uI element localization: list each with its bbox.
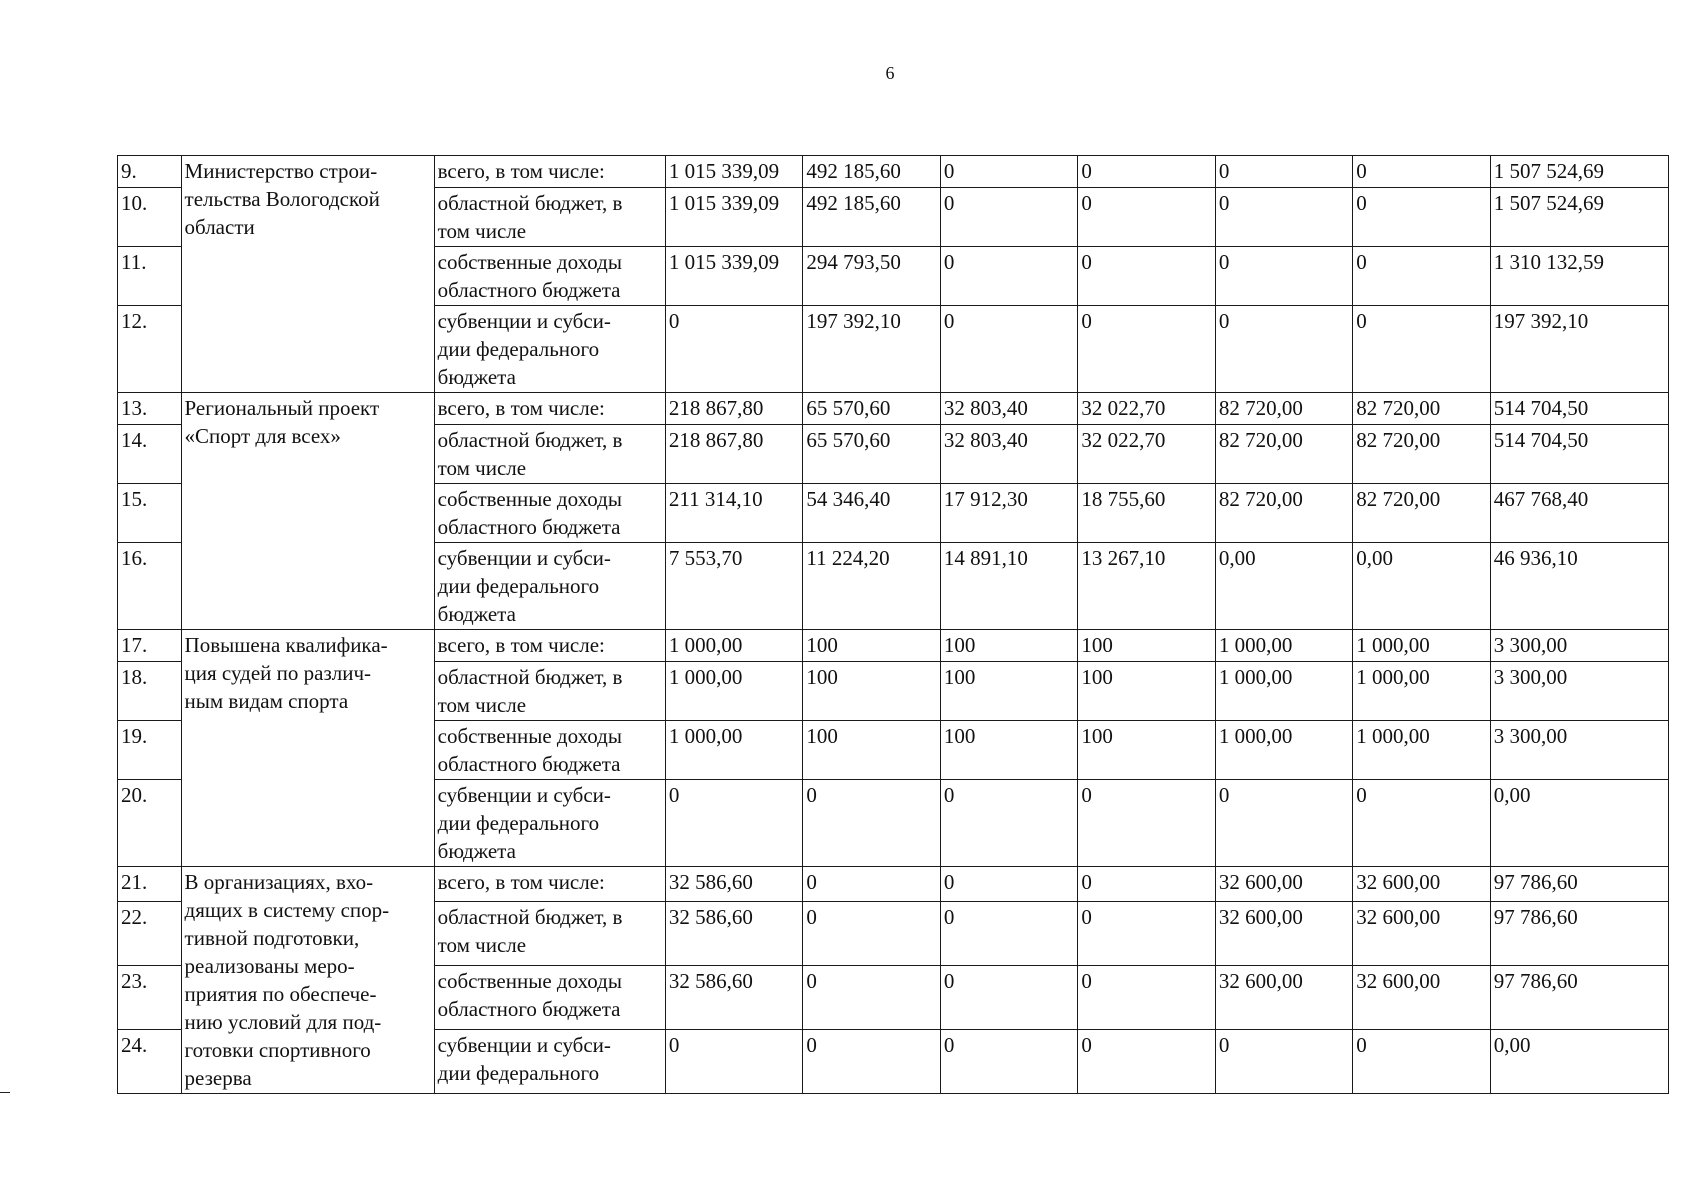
funding-source: субвенции и субси- дии федерального бюджета xyxy=(437,309,611,389)
amount-value: 82 720,00 xyxy=(1215,484,1352,543)
amount-value: 0 xyxy=(1215,1029,1352,1093)
amount-value: 0 xyxy=(940,156,1077,188)
funding-source-cell xyxy=(434,188,665,247)
amount-value: 1 015 339,09 xyxy=(665,188,802,247)
group-name: В организациях, вхо- дящих в систему спор- тивной подготовки, реализованы меро- приятия по обеспече- нию условий для под- готовки спортивного резерва xyxy=(184,870,390,1090)
funding-source-cell xyxy=(434,1029,665,1093)
funding-source: собственные доходы областного бюджета xyxy=(437,250,622,302)
amount-value: 492 185,60 xyxy=(803,156,940,188)
row-number: 21. xyxy=(118,867,182,902)
budget-table xyxy=(117,155,1669,1094)
amount-value: 32 022,70 xyxy=(1078,393,1215,425)
row-number: 15. xyxy=(118,484,182,543)
amount-value: 0 xyxy=(665,306,802,393)
total-value: 97 786,60 xyxy=(1490,965,1668,1029)
amount-value: 1 015 339,09 xyxy=(665,156,802,188)
funding-source: всего, в том числе: xyxy=(437,633,605,657)
amount-value: 32 803,40 xyxy=(940,393,1077,425)
amount-value: 0 xyxy=(803,867,940,902)
funding-source: субвенции и субси- дии федерального бюджета xyxy=(437,546,611,626)
row-number: 16. xyxy=(118,543,182,630)
total-value: 3 300,00 xyxy=(1490,721,1668,780)
amount-value: 0 xyxy=(1078,901,1215,965)
table-row xyxy=(118,630,1669,662)
amount-value: 0,00 xyxy=(1215,543,1352,630)
amount-value: 0 xyxy=(1353,1029,1490,1093)
amount-value: 0 xyxy=(1215,247,1352,306)
amount-value: 0 xyxy=(940,247,1077,306)
amount-value: 100 xyxy=(1078,662,1215,721)
total-value: 46 936,10 xyxy=(1490,543,1668,630)
funding-source: всего, в том числе: xyxy=(437,870,605,894)
amount-value: 0 xyxy=(940,965,1077,1029)
total-value: 3 300,00 xyxy=(1490,630,1668,662)
funding-source: субвенции и субси- дии федерального xyxy=(437,1032,611,1085)
amount-value: 1 000,00 xyxy=(1353,721,1490,780)
amount-value: 32 022,70 xyxy=(1078,425,1215,484)
amount-value: 0 xyxy=(1215,188,1352,247)
row-number: 24. xyxy=(118,1029,182,1093)
funding-source-cell xyxy=(434,156,665,188)
amount-value: 0 xyxy=(940,1029,1077,1093)
funding-source: всего, в том числе: xyxy=(437,396,605,420)
amount-value: 1 000,00 xyxy=(1353,630,1490,662)
funding-source: областной бюджет, в том числе xyxy=(437,904,623,957)
amount-value: 32 600,00 xyxy=(1353,901,1490,965)
table-row xyxy=(118,393,1669,425)
amount-value: 218 867,80 xyxy=(665,393,802,425)
amount-value: 82 720,00 xyxy=(1353,484,1490,543)
amount-value: 218 867,80 xyxy=(665,425,802,484)
amount-value: 0 xyxy=(1353,247,1490,306)
funding-source: областной бюджет, в том числе xyxy=(437,191,623,243)
amount-value: 32 600,00 xyxy=(1215,965,1352,1029)
amount-value: 0 xyxy=(940,306,1077,393)
amount-value: 0 xyxy=(665,780,802,867)
funding-source: областной бюджет, в том числе xyxy=(437,665,623,717)
group-name: Министерство строи- тельства Вологодской области xyxy=(184,159,380,239)
group-name-cell xyxy=(181,630,434,867)
amount-value: 0 xyxy=(940,901,1077,965)
margin-mark xyxy=(0,1092,10,1093)
amount-value: 0 xyxy=(1353,306,1490,393)
row-number: 14. xyxy=(118,425,182,484)
amount-value: 0 xyxy=(803,1029,940,1093)
amount-value: 18 755,60 xyxy=(1078,484,1215,543)
funding-source-cell xyxy=(434,393,665,425)
amount-value: 100 xyxy=(1078,721,1215,780)
funding-source-cell xyxy=(434,662,665,721)
amount-value: 0 xyxy=(940,188,1077,247)
amount-value: 1 000,00 xyxy=(665,662,802,721)
amount-value: 100 xyxy=(940,721,1077,780)
group-name: Повышена квалифика- ция судей по различ- ным видам спорта xyxy=(184,633,388,713)
amount-value: 1 000,00 xyxy=(1215,662,1352,721)
total-value: 0,00 xyxy=(1490,1029,1668,1093)
funding-source-cell xyxy=(434,867,665,902)
row-number: 13. xyxy=(118,393,182,425)
amount-value: 32 586,60 xyxy=(665,965,802,1029)
table-row xyxy=(118,156,1669,188)
amount-value: 1 000,00 xyxy=(665,630,802,662)
amount-value: 32 586,60 xyxy=(665,901,802,965)
funding-source: собственные доходы областного бюджета xyxy=(437,724,622,776)
funding-source-cell xyxy=(434,484,665,543)
row-number: 11. xyxy=(118,247,182,306)
amount-value: 0 xyxy=(1215,306,1352,393)
amount-value: 100 xyxy=(803,630,940,662)
row-number: 9. xyxy=(118,156,182,188)
total-value: 97 786,60 xyxy=(1490,867,1668,902)
table-row xyxy=(118,867,1669,902)
amount-value: 100 xyxy=(803,721,940,780)
amount-value: 100 xyxy=(803,662,940,721)
total-value: 1 507 524,69 xyxy=(1490,156,1668,188)
amount-value: 0 xyxy=(1078,867,1215,902)
row-number: 17. xyxy=(118,630,182,662)
total-value: 1 310 132,59 xyxy=(1490,247,1668,306)
amount-value: 0 xyxy=(1078,188,1215,247)
amount-value: 0 xyxy=(1078,306,1215,393)
total-value: 514 704,50 xyxy=(1490,393,1668,425)
amount-value: 1 015 339,09 xyxy=(665,247,802,306)
funding-source-cell xyxy=(434,965,665,1029)
total-value: 467 768,40 xyxy=(1490,484,1668,543)
amount-value: 1 000,00 xyxy=(1215,721,1352,780)
amount-value: 82 720,00 xyxy=(1215,425,1352,484)
amount-value: 0 xyxy=(1078,247,1215,306)
page-number: 6 xyxy=(885,63,895,83)
row-number: 12. xyxy=(118,306,182,393)
total-value: 514 704,50 xyxy=(1490,425,1668,484)
funding-source-cell xyxy=(434,543,665,630)
funding-source: областной бюджет, в том числе xyxy=(437,428,623,480)
amount-value: 17 912,30 xyxy=(940,484,1077,543)
funding-source-cell xyxy=(434,901,665,965)
row-number: 18. xyxy=(118,662,182,721)
amount-value: 32 586,60 xyxy=(665,867,802,902)
amount-value: 13 267,10 xyxy=(1078,543,1215,630)
amount-value: 0 xyxy=(1078,1029,1215,1093)
amount-value: 54 346,40 xyxy=(803,484,940,543)
amount-value: 1 000,00 xyxy=(665,721,802,780)
amount-value: 0 xyxy=(803,965,940,1029)
amount-value: 65 570,60 xyxy=(803,393,940,425)
amount-value: 0 xyxy=(665,1029,802,1093)
amount-value: 0,00 xyxy=(1353,543,1490,630)
amount-value: 32 803,40 xyxy=(940,425,1077,484)
amount-value: 294 793,50 xyxy=(803,247,940,306)
row-number: 10. xyxy=(118,188,182,247)
amount-value: 0 xyxy=(1353,188,1490,247)
total-value: 1 507 524,69 xyxy=(1490,188,1668,247)
group-name-cell xyxy=(181,393,434,630)
amount-value: 1 000,00 xyxy=(1215,630,1352,662)
amount-value: 82 720,00 xyxy=(1215,393,1352,425)
funding-source: субвенции и субси- дии федерального бюджета xyxy=(437,783,611,863)
amount-value: 0 xyxy=(940,867,1077,902)
funding-source-cell xyxy=(434,780,665,867)
funding-source-cell xyxy=(434,306,665,393)
funding-source-cell xyxy=(434,425,665,484)
row-number: 20. xyxy=(118,780,182,867)
funding-source-cell xyxy=(434,630,665,662)
amount-value: 32 600,00 xyxy=(1215,867,1352,902)
total-value: 0,00 xyxy=(1490,780,1668,867)
funding-source-cell xyxy=(434,247,665,306)
funding-source: собственные доходы областного бюджета xyxy=(437,487,622,539)
amount-value: 14 891,10 xyxy=(940,543,1077,630)
amount-value: 65 570,60 xyxy=(803,425,940,484)
amount-value: 82 720,00 xyxy=(1353,425,1490,484)
amount-value: 0 xyxy=(940,780,1077,867)
amount-value: 0 xyxy=(1353,156,1490,188)
amount-value: 0 xyxy=(803,780,940,867)
funding-source: собственные доходы областного бюджета xyxy=(437,968,622,1021)
amount-value: 0 xyxy=(1078,780,1215,867)
funding-source-cell xyxy=(434,721,665,780)
row-number: 23. xyxy=(118,965,182,1029)
funding-source: всего, в том числе: xyxy=(437,159,605,183)
amount-value: 32 600,00 xyxy=(1353,867,1490,902)
total-value: 197 392,10 xyxy=(1490,306,1668,393)
group-name-cell xyxy=(181,156,434,393)
row-number: 19. xyxy=(118,721,182,780)
amount-value: 100 xyxy=(940,662,1077,721)
amount-value: 100 xyxy=(940,630,1077,662)
amount-value: 7 553,70 xyxy=(665,543,802,630)
amount-value: 1 000,00 xyxy=(1353,662,1490,721)
group-name-cell xyxy=(181,867,434,1094)
amount-value: 0 xyxy=(1078,965,1215,1029)
amount-value: 0 xyxy=(1353,780,1490,867)
amount-value: 32 600,00 xyxy=(1215,901,1352,965)
row-number: 22. xyxy=(118,901,182,965)
group-name: Региональный проект «Спорт для всех» xyxy=(184,396,380,448)
amount-value: 0 xyxy=(1215,156,1352,188)
amount-value: 0 xyxy=(803,901,940,965)
total-value: 97 786,60 xyxy=(1490,901,1668,965)
total-value: 3 300,00 xyxy=(1490,662,1668,721)
amount-value: 100 xyxy=(1078,630,1215,662)
amount-value: 82 720,00 xyxy=(1353,393,1490,425)
amount-value: 211 314,10 xyxy=(665,484,802,543)
amount-value: 11 224,20 xyxy=(803,543,940,630)
amount-value: 492 185,60 xyxy=(803,188,940,247)
amount-value: 0 xyxy=(1215,780,1352,867)
amount-value: 197 392,10 xyxy=(803,306,940,393)
amount-value: 32 600,00 xyxy=(1353,965,1490,1029)
budget-table-body xyxy=(118,156,1669,1094)
amount-value: 0 xyxy=(1078,156,1215,188)
